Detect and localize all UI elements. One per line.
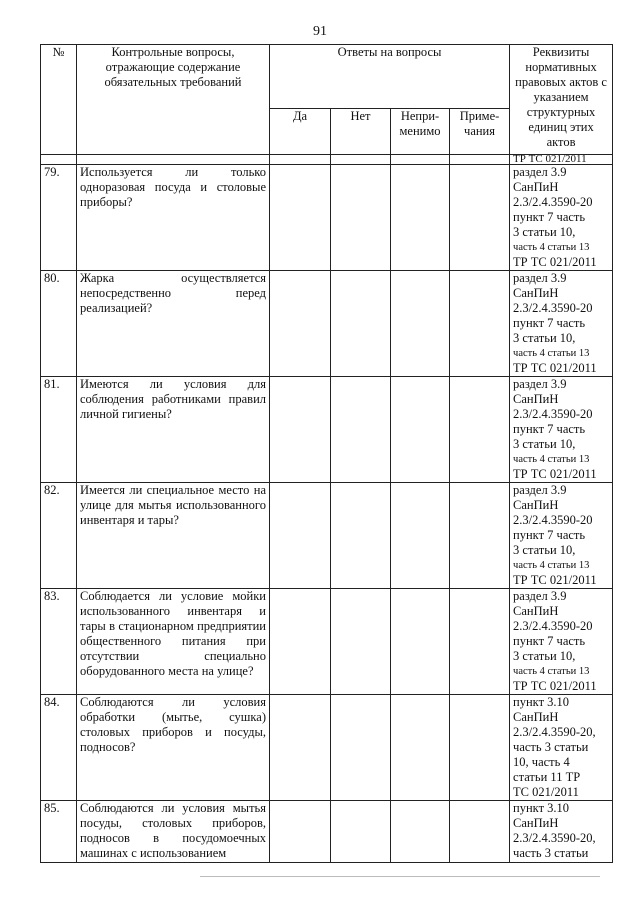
requisite-line: часть 4 статьи 13 [513, 454, 590, 465]
table-row [41, 377, 613, 483]
table-row [41, 589, 613, 695]
header-answers: Ответы на вопросы [270, 45, 510, 109]
requisites-cell [510, 165, 613, 271]
requisite-line: 3 статьи 10, [513, 649, 576, 663]
answer-na-cell[interactable] [391, 801, 450, 863]
continuation-row [41, 155, 613, 165]
answer-notes-cell[interactable] [450, 483, 510, 589]
row-number: 83. [41, 589, 77, 695]
question-text: Имеется ли специальное место на улице для мытья использованного инвентаря и тары? [77, 483, 270, 589]
answer-na-cell[interactable] [391, 589, 450, 695]
requisite-line: 2.3/2.4.3590-20 [513, 513, 593, 527]
answer-yes-cell[interactable] [270, 165, 331, 271]
requisite-line: 3 статьи 10, [513, 543, 576, 557]
answer-no-cell[interactable] [331, 271, 391, 377]
header-notes-line2: чания [464, 124, 495, 138]
table-row [41, 483, 613, 589]
requisite-line: ТР ТС 021/2011 [513, 467, 597, 481]
checklist-table [40, 44, 613, 863]
continuation-ref: ТР ТС 021/2011 [510, 155, 613, 165]
row-number: 81. [41, 377, 77, 483]
answer-yes-cell[interactable] [270, 695, 331, 801]
answer-no-cell[interactable] [331, 377, 391, 483]
table-row [41, 801, 613, 863]
requisite-line: 2.3/2.4.3590-20, [513, 831, 596, 845]
requisite-line: часть 4 статьи 13 [513, 242, 590, 253]
row-number: 85. [41, 801, 77, 863]
answer-no-cell[interactable] [331, 165, 391, 271]
requisites-cell [510, 695, 613, 801]
answer-notes-cell[interactable] [450, 589, 510, 695]
requisite-line: пункт 7 часть [513, 528, 586, 542]
row-number: 84. [41, 695, 77, 801]
requisite-line: раздел 3.9 [513, 589, 567, 603]
answer-yes-cell[interactable] [270, 271, 331, 377]
row-number: 79. [41, 165, 77, 271]
header-questions: Контрольные вопросы, отражающие содержание обязательных требований [77, 45, 270, 155]
answer-notes-cell[interactable] [450, 801, 510, 863]
header-notes-line1: Приме- [459, 109, 500, 123]
requisite-line: пункт 3.10 [513, 695, 570, 709]
requisite-line: 3 статьи 10, [513, 225, 576, 239]
row-number: 82. [41, 483, 77, 589]
answer-notes-cell[interactable] [450, 695, 510, 801]
header-no: Нет [331, 109, 391, 155]
answer-na-cell[interactable] [391, 165, 450, 271]
header-na-line1: Непри- [400, 109, 440, 123]
requisite-line: 2.3/2.4.3590-20 [513, 301, 593, 315]
answer-yes-cell[interactable] [270, 589, 331, 695]
requisite-line: ТР ТС 021/2011 [513, 255, 597, 269]
answer-yes-cell[interactable] [270, 801, 331, 863]
header-na-line2: менимо [399, 124, 441, 138]
requisite-line: СанПиН [513, 392, 559, 406]
question-text: Соблюдается ли условие мойки использованного инвентаря и тары в стационарном предприятии общественного питания при отсутствии специально оборудованного места на улице? [77, 589, 270, 695]
answer-no-cell[interactable] [331, 589, 391, 695]
requisite-line: СанПиН [513, 710, 559, 724]
requisite-line: ТС 021/2011 [513, 785, 579, 799]
scan-line [200, 876, 600, 877]
answer-notes-cell[interactable] [450, 271, 510, 377]
requisite-line: часть 4 статьи 13 [513, 666, 590, 677]
requisites-cell [510, 483, 613, 589]
requisite-line: раздел 3.9 [513, 271, 567, 285]
header-num: № [41, 45, 77, 155]
answer-no-cell[interactable] [331, 695, 391, 801]
answer-notes-cell[interactable] [450, 165, 510, 271]
answer-na-cell[interactable] [391, 483, 450, 589]
requisite-line: 2.3/2.4.3590-20 [513, 195, 593, 209]
requisite-line: часть 4 статьи 13 [513, 348, 590, 359]
requisite-line: ТР ТС 021/2011 [513, 573, 597, 587]
requisite-line: раздел 3.9 [513, 165, 567, 179]
answer-no-cell[interactable] [331, 483, 391, 589]
requisites-cell [510, 801, 613, 863]
answer-na-cell[interactable] [391, 377, 450, 483]
requisite-line: 3 статьи 10, [513, 437, 576, 451]
question-text: Соблюдаются ли условия мытья посуды, столовых приборов, подносов в посудомоечных машинах с использованием [77, 801, 270, 863]
requisite-line: раздел 3.9 [513, 483, 567, 497]
requisites-cell [510, 377, 613, 483]
header-requisites: Реквизиты нормативных правовых актов с указанием структурных единиц этих актов [510, 45, 613, 155]
question-text: Имеются ли условия для соблюдения работниками правил личной гигиены? [77, 377, 270, 483]
requisite-line: СанПиН [513, 180, 559, 194]
requisite-line: часть 3 статьи [513, 846, 589, 860]
header-not-applicable [391, 109, 450, 155]
answer-no-cell[interactable] [331, 801, 391, 863]
requisite-line: СанПиН [513, 604, 559, 618]
header-yes: Да [270, 109, 331, 155]
requisite-line: ТР ТС 021/2011 [513, 361, 597, 375]
answer-yes-cell[interactable] [270, 483, 331, 589]
requisite-line: 2.3/2.4.3590-20 [513, 619, 593, 633]
requisite-line: 2.3/2.4.3590-20 [513, 407, 593, 421]
requisite-line: СанПиН [513, 816, 559, 830]
requisite-line: 2.3/2.4.3590-20, [513, 725, 596, 739]
requisites-cell [510, 271, 613, 377]
answer-yes-cell[interactable] [270, 377, 331, 483]
row-number: 80. [41, 271, 77, 377]
requisite-line: часть 3 статьи [513, 740, 589, 754]
requisite-line: раздел 3.9 [513, 377, 567, 391]
requisites-cell [510, 589, 613, 695]
requisite-line: часть 4 статьи 13 [513, 560, 590, 571]
requisite-line: пункт 7 часть [513, 210, 586, 224]
requisite-line: пункт 3.10 [513, 801, 570, 815]
answer-na-cell[interactable] [391, 695, 450, 801]
question-text: Соблюдаются ли условия обработки (мытье, сушка) столовых приборов и посуды, подносов? [77, 695, 270, 801]
answer-notes-cell[interactable] [450, 377, 510, 483]
requisite-line: пункт 7 часть [513, 422, 586, 436]
requisite-line: статьи 11 ТР [513, 770, 581, 784]
requisite-line: СанПиН [513, 498, 559, 512]
question-text: Используется ли только одноразовая посуда и столовые приборы? [77, 165, 270, 271]
requisite-line: 3 статьи 10, [513, 331, 576, 345]
answer-na-cell[interactable] [391, 271, 450, 377]
page-number: 91 [313, 24, 327, 39]
table-row [41, 165, 613, 271]
requisite-line: ТР ТС 021/2011 [513, 679, 597, 693]
question-text: Жарка осуществляется непосредственно перед реализацией? [77, 271, 270, 377]
requisite-line: пункт 7 часть [513, 634, 586, 648]
requisite-line: СанПиН [513, 286, 559, 300]
header-notes [450, 109, 510, 155]
requisite-line: пункт 7 часть [513, 316, 586, 330]
requisite-line: 10, часть 4 [513, 755, 570, 769]
table-row [41, 695, 613, 801]
table-row [41, 271, 613, 377]
